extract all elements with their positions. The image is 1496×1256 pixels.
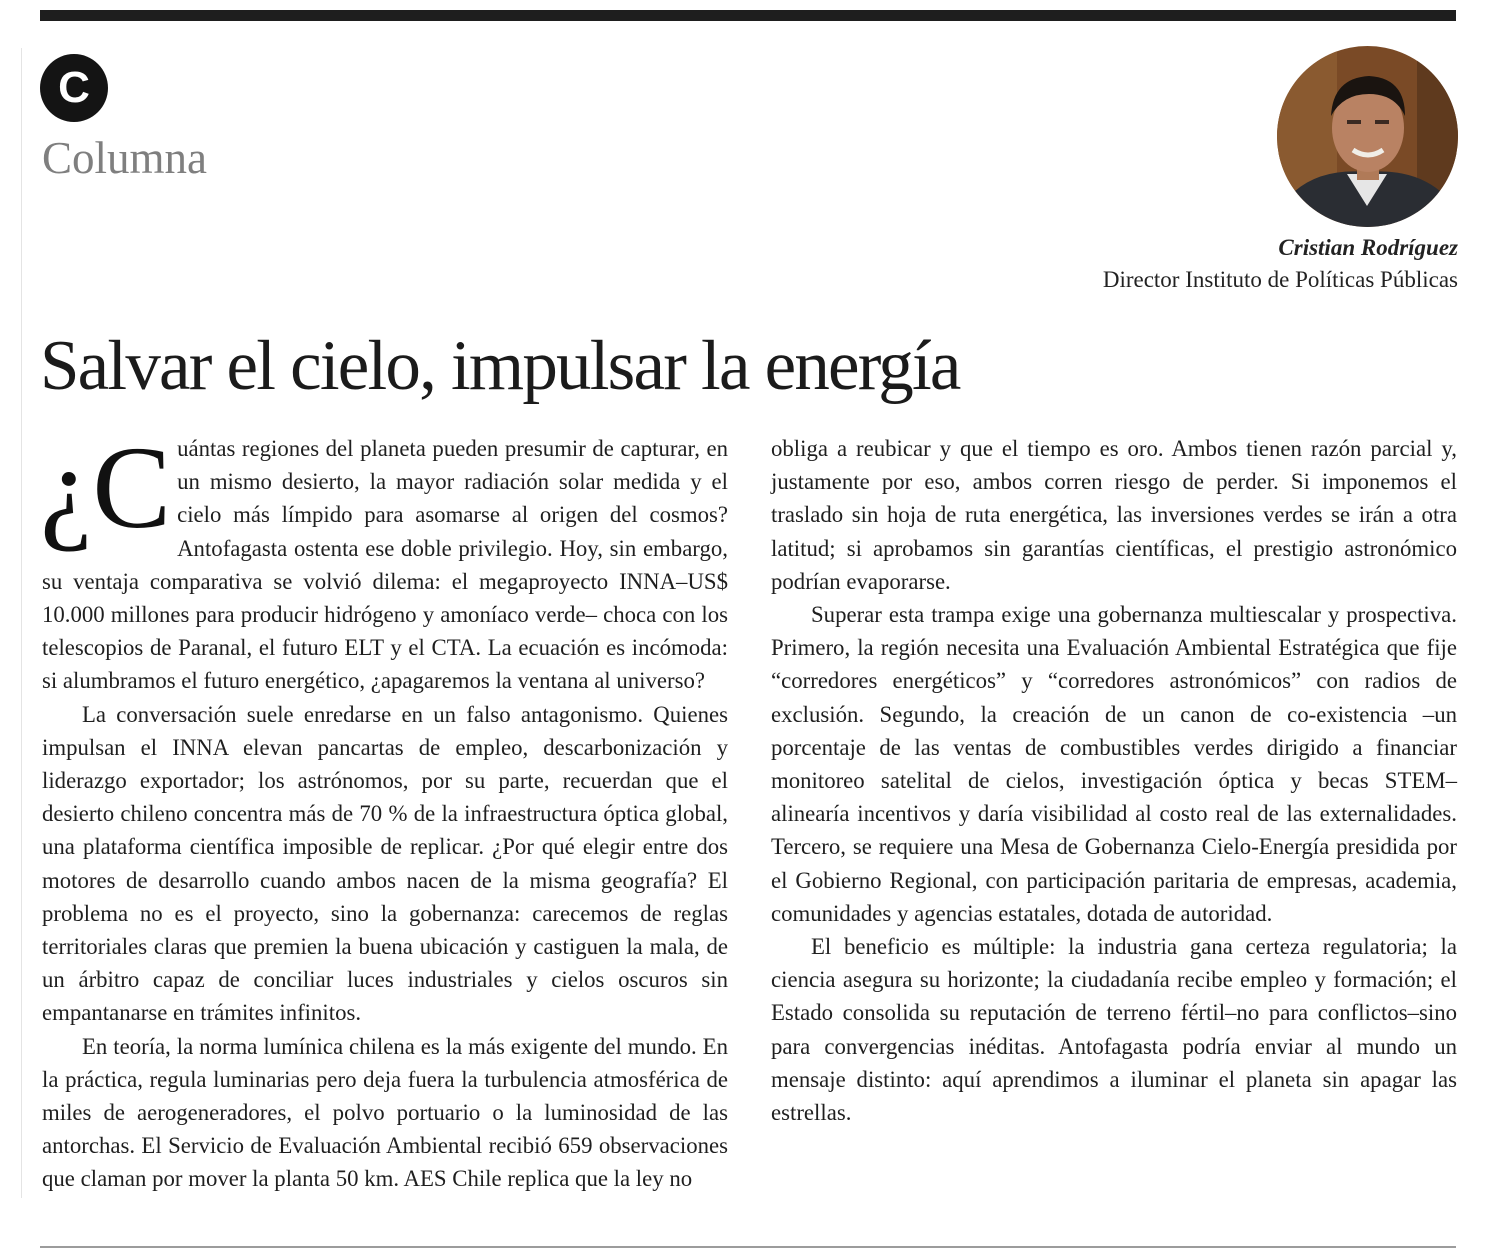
article-paragraph: El beneficio es múltiple: la industria gana certeza regulatoria; la ciencia asegura su horizonte; la ciudadanía recibe empleo y formación; el Estado consolida su reputación de terreno fértil–no para conflictos–sino para convergencias inéditas. Antofagasta podría enviar al mundo un mensaje distinto: aquí aprendimos a iluminar el planeta sin apagar las estrellas. <box>771 934 1457 1126</box>
bottom-rule <box>40 1246 1456 1248</box>
article-paragraph: La conversación suele enredarse en un falso antagonismo. Quienes impulsan el INNA elevan pancartas de empleo, descarbonización y liderazgo exportador; los astrónomos, por su parte, recuerdan que el desierto chileno concentra más de 70 % de la infraestructura óptica global, una plataforma científica imposible de replicar. ¿Por qué elegir entre dos motores de desarrollo cuando ambos nacen de la misma geografía? El problema no es el proyecto, sino la gobernanza: carecemos de reglas territoriales claras que premien la buena ubicación y castiguen la mala, de un árbitro capaz de conciliar luces industriales y cielos oscuros sin empantanarse en trámites infinitos. <box>42 701 728 1026</box>
section-name: Columna <box>42 133 207 183</box>
author-photo <box>1277 46 1458 227</box>
article-column-right <box>771 432 1457 1129</box>
section-badge: C <box>40 54 108 122</box>
headline: Salvar el cielo, impulsar la energía <box>40 327 960 405</box>
top-rule <box>40 10 1456 21</box>
author-name: Cristian Rodríguez <box>1278 235 1458 260</box>
article-column-left <box>40 422 728 1196</box>
author-role: Director Instituto de Políticas Públicas <box>1102 267 1458 292</box>
article-paragraph <box>40 422 728 698</box>
left-margin-rule <box>21 48 22 1198</box>
article-paragraph: Superar esta trampa exige una gobernanza multiescalar y prospectiva. Primero, la región necesita una Evaluación Ambiental Estratégica que fije “corredores energéticos” y “corredores astronómicos” con radios de exclusión. Segundo, la creación de un canon de co-existencia –un porcentaje de las ventas de combustibles verdes dirigido a financiar monitoreo satelital de cielos, investigación óptica y becas STEM– alinearía incentivos y daría visibilidad al costo real de las externalidades. Tercero, se requiere una Mesa de Gobernanza Cielo-Energía presidida por el Gobierno Regional, con participación paritaria de empresas, academia, comunidades y agencias estatales, dotada de autoridad. <box>771 602 1457 926</box>
drop-cap: ¿C <box>40 422 172 553</box>
paragraph-text: uántas regiones del planeta pueden presumir de capturar, en un mismo desierto, la mayor radiación solar medida y el cielo más límpido para asomarse al origen del cosmos? Antofagasta ostenta ese doble privilegio. Hoy, sin embargo, su ventaja comparativa se volvió dilema: el megaproyecto INNA–US$ 10.000 millones para producir hidrógeno y amoníaco verde– choca con los telescopios de Paranal, el futuro ELT y el CTA. La ecuación es incómoda: si alumbramos el futuro energético, ¿apagaremos la ventana al universo? <box>42 436 728 694</box>
article-paragraph-continued: obliga a reubicar y que el tiempo es oro. Ambos tienen razón parcial y, justamente por eso, ambos corren riesgo de perder. Si imponemos el traslado sin hoja de ruta energética, las inversiones verdes se irán a otra latitud; si aprobamos sin garantías científicas, el prestigio astronómico podrían evaporarse. <box>771 436 1457 594</box>
article-paragraph: En teoría, la norma lumínica chilena es la más exigente del mundo. En la práctica, regula luminarias pero deja fuera la turbulencia atmosférica de miles de aerogeneradores, el polvo portuario o la luminosidad de las antorchas. El Servicio de Evaluación Ambiental recibió 659 observaciones que claman por mover la planta 50 km. AES Chile replica que la ley no <box>42 1033 728 1192</box>
